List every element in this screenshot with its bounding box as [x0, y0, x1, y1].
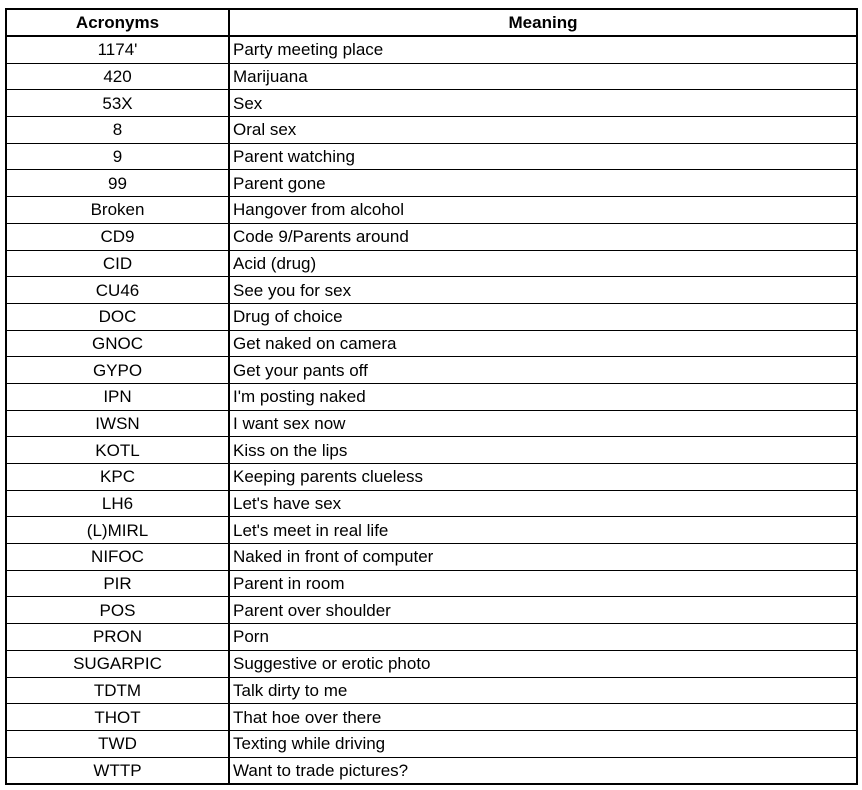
acronym-cell: LH6	[6, 490, 229, 517]
meaning-cell: Sex	[229, 90, 857, 117]
acronym-cell: (L)MIRL	[6, 517, 229, 544]
acronym-cell: PRON	[6, 624, 229, 651]
meaning-cell: Talk dirty to me	[229, 677, 857, 704]
table-row	[6, 757, 857, 784]
meaning-cell: Suggestive or erotic photo	[229, 650, 857, 677]
acronym-cell: CD9	[6, 223, 229, 250]
table-row	[6, 410, 857, 437]
table-row	[6, 143, 857, 170]
acronym-cell: PIR	[6, 570, 229, 597]
meaning-cell: Acid (drug)	[229, 250, 857, 277]
table-row	[6, 464, 857, 491]
meaning-cell: I'm posting naked	[229, 383, 857, 410]
table-row	[6, 570, 857, 597]
table-body	[6, 36, 857, 784]
acronym-cell: NIFOC	[6, 544, 229, 571]
table-row	[6, 517, 857, 544]
acronym-table-container	[5, 8, 856, 785]
acronym-cell: DOC	[6, 303, 229, 330]
meaning-cell: Hangover from alcohol	[229, 197, 857, 224]
meaning-cell: Parent watching	[229, 143, 857, 170]
table-row	[6, 90, 857, 117]
table-row	[6, 117, 857, 144]
table-row	[6, 357, 857, 384]
acronym-cell: WTTP	[6, 757, 229, 784]
table-row	[6, 303, 857, 330]
table-row	[6, 197, 857, 224]
table-row	[6, 597, 857, 624]
acronym-cell: 8	[6, 117, 229, 144]
acronym-cell: TDTM	[6, 677, 229, 704]
meaning-cell: Drug of choice	[229, 303, 857, 330]
meaning-cell: See you for sex	[229, 277, 857, 304]
table-row	[6, 277, 857, 304]
table-row	[6, 677, 857, 704]
meaning-cell: I want sex now	[229, 410, 857, 437]
meaning-cell: That hoe over there	[229, 704, 857, 731]
meaning-cell: Marijuana	[229, 63, 857, 90]
meaning-cell: Kiss on the lips	[229, 437, 857, 464]
meaning-cell: Let's meet in real life	[229, 517, 857, 544]
table-row	[6, 544, 857, 571]
acronym-cell: CU46	[6, 277, 229, 304]
acronym-cell: SUGARPIC	[6, 650, 229, 677]
meaning-cell: Get your pants off	[229, 357, 857, 384]
table-row	[6, 223, 857, 250]
acronym-cell: 9	[6, 143, 229, 170]
table-row	[6, 63, 857, 90]
table-row	[6, 170, 857, 197]
table-row	[6, 36, 857, 63]
meaning-cell: Parent gone	[229, 170, 857, 197]
meaning-cell: Code 9/Parents around	[229, 223, 857, 250]
meaning-column-header: Meaning	[229, 9, 857, 36]
table-row	[6, 624, 857, 651]
acronym-cell: POS	[6, 597, 229, 624]
table-row	[6, 383, 857, 410]
acronym-cell: KPC	[6, 464, 229, 491]
acronym-cell: 1174'	[6, 36, 229, 63]
acronym-cell: TWD	[6, 730, 229, 757]
meaning-cell: Parent in room	[229, 570, 857, 597]
meaning-cell: Get naked on camera	[229, 330, 857, 357]
acronym-cell: THOT	[6, 704, 229, 731]
acronyms-column-header: Acronyms	[6, 9, 229, 36]
acronym-cell: KOTL	[6, 437, 229, 464]
table-row	[6, 250, 857, 277]
acronym-cell: 53X	[6, 90, 229, 117]
meaning-cell: Porn	[229, 624, 857, 651]
table-row	[6, 730, 857, 757]
meaning-cell: Keeping parents clueless	[229, 464, 857, 491]
acronym-cell: 99	[6, 170, 229, 197]
acronym-cell: 420	[6, 63, 229, 90]
acronym-table	[5, 8, 858, 785]
acronym-cell: CID	[6, 250, 229, 277]
meaning-cell: Texting while driving	[229, 730, 857, 757]
table-row	[6, 437, 857, 464]
meaning-cell: Party meeting place	[229, 36, 857, 63]
meaning-cell: Naked in front of computer	[229, 544, 857, 571]
acronym-cell: GNOC	[6, 330, 229, 357]
table-row	[6, 650, 857, 677]
acronym-cell: GYPO	[6, 357, 229, 384]
table-header-row	[6, 9, 857, 36]
acronym-cell: IPN	[6, 383, 229, 410]
meaning-cell: Oral sex	[229, 117, 857, 144]
acronym-cell: IWSN	[6, 410, 229, 437]
meaning-cell: Parent over shoulder	[229, 597, 857, 624]
meaning-cell: Want to trade pictures?	[229, 757, 857, 784]
table-row	[6, 330, 857, 357]
table-row	[6, 704, 857, 731]
table-row	[6, 490, 857, 517]
meaning-cell: Let's have sex	[229, 490, 857, 517]
acronym-cell: Broken	[6, 197, 229, 224]
